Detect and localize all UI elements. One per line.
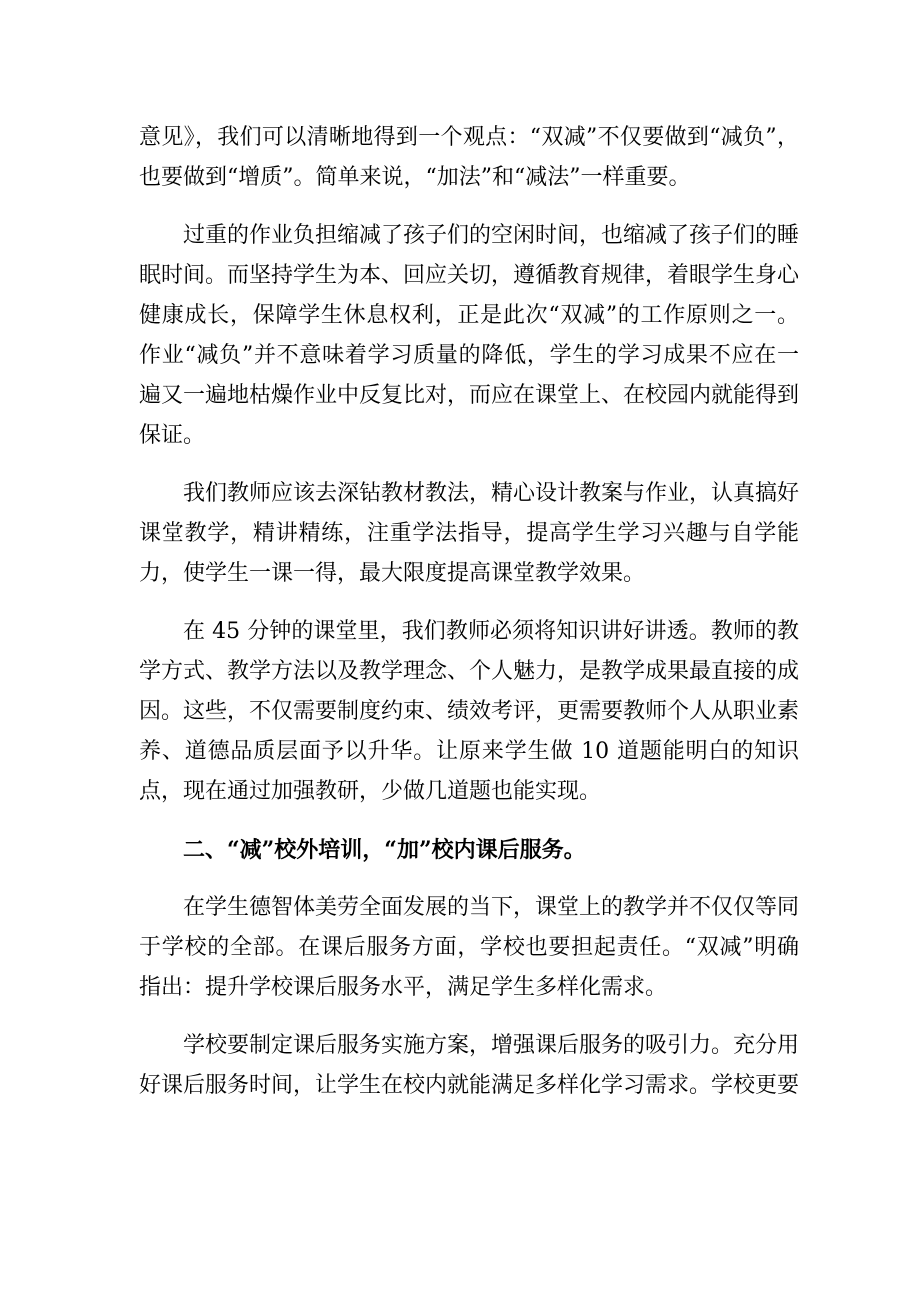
paragraph-after-school-service: 在学生德智体美劳全面发展的当下，课堂上的教学并不仅仅等同于学校的全部。在课后服务方面，学校也要担起责任。“双减”明确指出：提升学校课后服务水平，满足学生多样化需求。 (139, 895, 800, 1000)
paragraph-45-minute-class: 在 45 分钟的课堂里，我们教师必须将知识讲好讲透。教师的教学方式、教学方法以及教学理念、个人魅力，是教学成果最直接的成因。这些，不仅需要制度约束、绩效考评，更需要教师个人从职业素养、道德品质层面予以升华。让原来学生做 10 道题能明白的知识点，现在通过加强教研，少做几道题也能实现。 (139, 619, 800, 804)
paragraph-gap (139, 1008, 799, 1026)
paragraph-gap (139, 594, 799, 612)
paragraph-gap (139, 456, 799, 474)
paragraph-gap (139, 812, 799, 830)
document-body (139, 118, 799, 1106)
paragraph-continuation: 意见》，我们可以清晰地得到一个观点：“双减”不仅要做到“减负”，也要做到“增质”。简单来说，“加法”和“减法”一样重要。 (139, 125, 799, 190)
paragraph-teacher-preparation: 我们教师应该去深钻教材教法，精心设计教案与作业，认真搞好课堂教学，精讲精练，注重学法指导，提高学生学习兴趣与自学能力，使学生一课一得，最大限度提高课堂教学效果。 (139, 481, 800, 586)
paragraph-homework-burden: 过重的作业负担缩减了孩子们的空闲时间，也缩减了孩子们的睡眠时间。而坚持学生为本、回应关切，遵循教育规律，着眼学生身心健康成长，保障学生休息权利，正是此次“双减”的工作原则之一。作业“减负”并不意味着学习质量的降低，学生的学习成果不应在一遍又一遍地枯燥作业中反复比对，而应在课堂上、在校园内就能得到保证。 (139, 223, 800, 448)
paragraph-gap (139, 870, 799, 888)
section-heading-2: 二、“减”校外培训，“加”校内课后服务。 (183, 837, 586, 863)
paragraph-service-plan: 学校要制定课后服务实施方案，增强课后服务的吸引力。充分用好课后服务时间，让学生在校内就能满足多样化学习需求。学校更要 (139, 1033, 800, 1098)
paragraph-gap (139, 198, 799, 216)
